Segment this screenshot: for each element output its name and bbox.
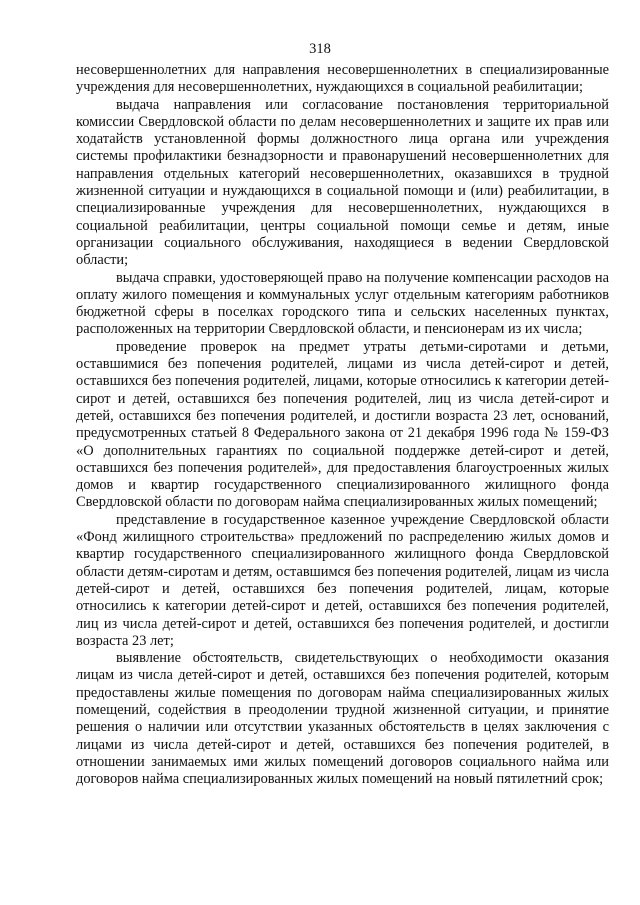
paragraph: проведение проверок на предмет утраты детьми-сиротами и детьми, оставшимися без попечения родителей, лицами из числа детей-сирот и детей, оставшихся без попечения родителей, лицами, которые относились к категории детей-сирот и детей, оставшихся без попечения родителей, лиц из числа детей-сирот и детей, оставшихся без попечения родителей, и достигли возраста 23 лет, оснований, предусмотренных статьей 8 Федерального закона от 21 декабря 1996 года № 159-ФЗ «О дополнительных гарантиях по социальной поддержке детей-сирот и детей, оставшихся без попечения родителей», для предоставления благоустроенных жилых домов и квартир государственного специализированного жилищного фонда Свердловской области по договорам найма специализированных жилых помещений; bbox=[76, 338, 609, 511]
paragraph: выявление обстоятельств, свидетельствующих о необходимости оказания лицам из числа детей-сирот и детей, оставшихся без попечения родителей, которым предоставлены жилые помещения по договорам найма специализированных жилых помещений, содействия в преодолении трудной жизненной ситуации, и принятие решения о наличии или отсутствии указанных обстоятельств в целях заключения с лицами из числа детей-сирот и детей, оставшихся без попечения родителей, в отношении занимаемых ими жилых помещений договоров социального найма или договоров найма специализированных жилых помещений на новый пятилетний срок; bbox=[76, 650, 609, 788]
paragraph: представление в государственное казенное учреждение Свердловской области «Фонд жилищного строительства» предложений по распределению жилых домов и квартир государственного специализированного жилищного фонда Свердловской области детям-сиротам и детям, оставшимся без попечения родителей, лицам из числа детей-сирот и детей, оставшихся без попечения родителей, лицам, которые относились к категории детей-сирот и детей, оставшихся без попечения родителей, лиц из числа детей-сирот и детей, оставшихся без попечения родителей, и достигли возраста 23 лет; bbox=[76, 511, 609, 649]
paragraph: выдача направления или согласование постановления территориальной комиссии Свердловской области по делам несовершеннолетних и защите их прав или ходатайств установленной формы должностного лица органа или учреждения системы профилактики безнадзорности и правонарушений несовершеннолетних для направления отдельных категорий несовершеннолетних, оказавшихся в трудной жизненной ситуации и нуждающихся в социальной помощи и (или) реабилитации, в специализированные учреждения для несовершеннолетних, нуждающихся в социальной реабилитации, центры социальной помощи семье и детям, иные организации социального обслуживания, находящиеся в ведении Свердловской области; bbox=[76, 96, 609, 269]
paragraph: выдача справки, удостоверяющей право на получение компенсации расходов на оплату жилого помещения и коммунальных услуг отдельным категориям работников бюджетной сферы в поселках городского типа и сельских населенных пунктах, расположенных на территории Свердловской области, и пенсионерам из их числа; bbox=[76, 269, 609, 338]
document-body bbox=[76, 62, 609, 788]
paragraph-continued: несовершеннолетних для направления несовершеннолетних в специализированные учреждения для несовершеннолетних, нуждающихся в социальной реабилитации; bbox=[76, 62, 609, 96]
page-number: 318 bbox=[309, 41, 331, 57]
